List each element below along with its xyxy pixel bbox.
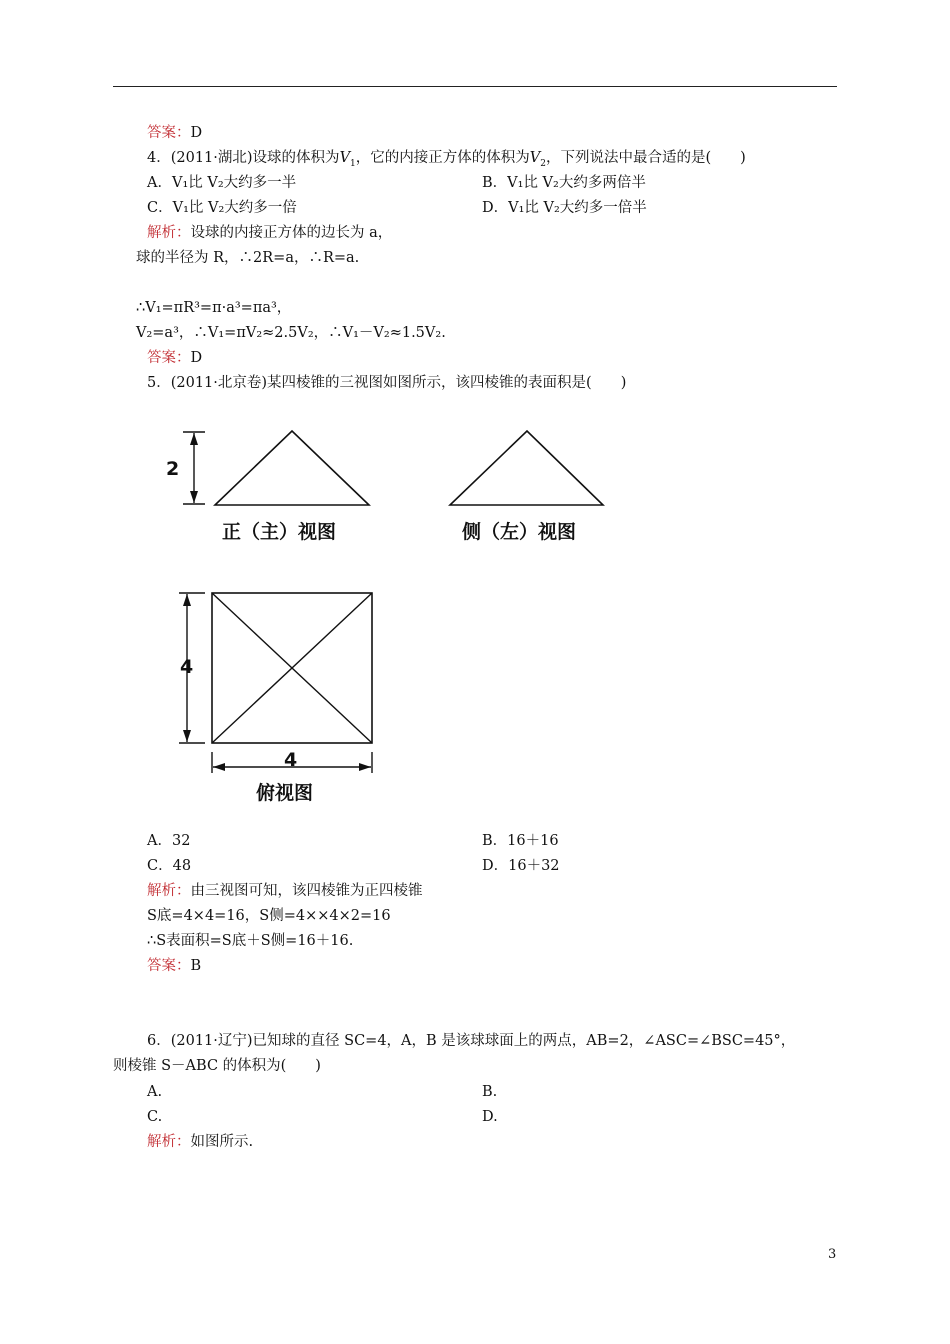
q4-v2-sub: 2	[540, 158, 546, 169]
square-width-arrow-right	[359, 763, 371, 771]
height-arrow-up	[190, 433, 198, 445]
q5-option-b: B．16＋16	[482, 833, 559, 849]
q5-option-d: D．16＋32	[482, 858, 560, 874]
side-view-caption: 侧（左）视图	[462, 521, 577, 543]
q5-option-c: C．48	[147, 858, 192, 874]
answer-value: D	[190, 350, 203, 366]
side-view-triangle	[450, 431, 603, 505]
square-height-label: 4	[180, 656, 194, 678]
q5-option-a: A．32	[147, 833, 191, 849]
square-width-arrow-left	[213, 763, 225, 771]
analysis-label: 解析：	[147, 883, 191, 899]
q4-option-b: B．V₁比 V₂大约多两倍半	[482, 175, 646, 191]
q6-analysis-text: 如图所示.	[190, 1134, 254, 1150]
answer-label: 答案：	[147, 125, 191, 141]
top-view-caption: 俯视图	[256, 782, 314, 804]
answer-value: B	[190, 958, 202, 974]
q5-analysis-1	[147, 882, 423, 900]
q6-option-c: C.	[147, 1109, 163, 1125]
square-height-arrow-up	[183, 594, 191, 606]
height-arrow-down	[190, 491, 198, 503]
front-view-triangle	[215, 431, 369, 505]
q4-option-c: C．V₁比 V₂大约多一倍	[147, 200, 297, 216]
q4-analysis-2: 球的半径为 R，∴2R=a，∴R=a.	[136, 250, 360, 266]
q4-option-a: A．V₁比 V₂大约多一半	[147, 175, 297, 191]
answer-value: D	[190, 125, 203, 141]
q6-stem-2: 则棱锥 S－ABC 的体积为( )	[113, 1058, 321, 1074]
answer-label: 答案：	[147, 958, 191, 974]
q6-option-a: A.	[147, 1084, 163, 1100]
q4-analysis-3: ∴V₁=πR³=π·a³=πa³，	[136, 300, 292, 316]
answer-label: 答案：	[147, 350, 191, 366]
q5-analysis-3: ∴S表面积=S底＋S侧=16＋16.	[147, 933, 354, 949]
q5-answer	[147, 957, 201, 975]
q5-stem: 5．(2011·北京卷)某四棱锥的三视图如图所示，该四棱锥的表面积是( )	[147, 375, 627, 391]
q5-analysis-text: 由三视图可知，该四棱锥为正四棱锥	[190, 883, 423, 899]
analysis-label: 解析：	[147, 1134, 191, 1150]
square-height-arrow-down	[183, 730, 191, 742]
q6-stem-1: 6．(2011·辽宁)已知球的直径 SC=4，A，B 是该球球面上的两点，AB=2，∠ASC=∠BSC=45°，	[147, 1033, 796, 1049]
front-view-caption: 正（主）视图	[222, 521, 337, 543]
q5-analysis-2: S底=4×4=16，S侧=4××4×2=16	[147, 908, 391, 924]
q6-analysis-1	[147, 1133, 253, 1151]
page-number: 3	[828, 1247, 837, 1262]
q4-stem-a: 4．(2011·湖北)设球的体积为	[147, 150, 340, 166]
q4-analysis-4: V₂=a³，∴V₁=πV₂≈2.5V₂，∴V₁－V₂≈1.5V₂.	[136, 325, 446, 341]
analysis-label: 解析：	[147, 225, 191, 241]
q4-option-d: D．V₁比 V₂大约多一倍半	[482, 200, 647, 216]
q4-stem-b: ，它的内接正方体的体积为	[355, 150, 530, 166]
q6-option-b: B.	[482, 1084, 498, 1100]
q6-option-d: D.	[482, 1109, 498, 1125]
square-width-label: 4	[284, 749, 298, 771]
q4-v1: V	[339, 150, 351, 166]
q4-v1-sub: 1	[350, 158, 356, 169]
q4-v2: V	[529, 150, 541, 166]
height-label: 2	[166, 458, 180, 480]
q4-analysis-text: 设球的内接正方体的边长为 a，	[190, 225, 393, 241]
q4-stem-c: ，下列说法中最合适的是( )	[546, 150, 746, 166]
